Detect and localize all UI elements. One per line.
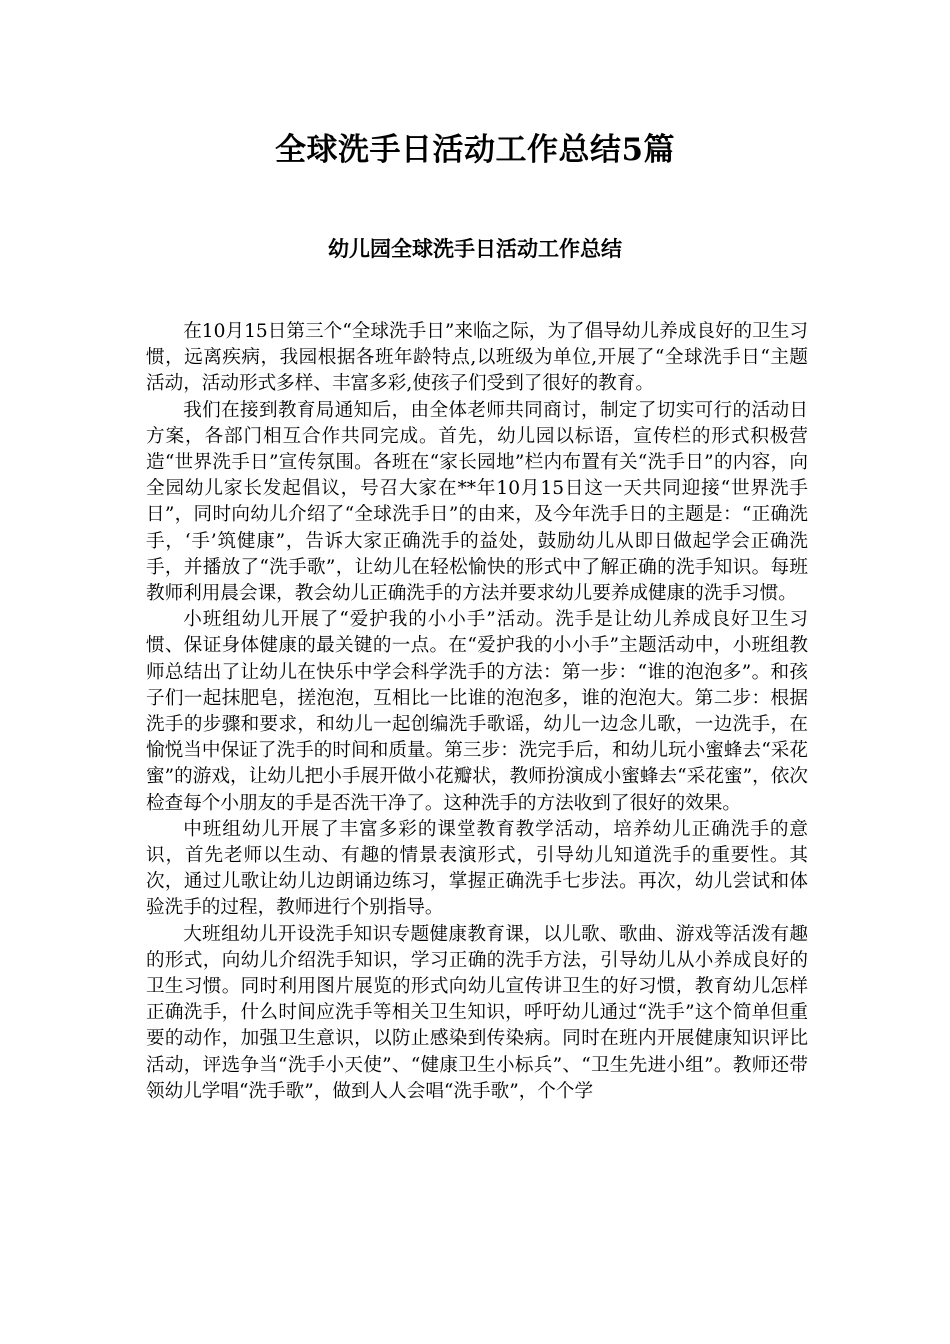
paragraph-large-class: 大班组幼儿开设洗手知识专题健康教育课，以儿歌、歌曲、游戏等活泼有趣的形式，向幼儿介绍洗手知识，学习正确的洗手方法，引导幼儿从小养成良好的卫生习惯。同时利用图片展览的形式向幼儿宣传讲卫生的好习惯，教育幼儿怎样正确洗手，什么时间应洗手等相关卫生知识，呼吁幼儿通过“洗手”这个简单但重要的动作，加强卫生意识，以防止感染到传染病。同时在班内开展健康知识评比活动，评选争当“洗手小天使”、“健康卫生小标兵”、“卫生先进小组”。教师还带领幼儿学唱“洗手歌”，做到人人会唱“洗手歌”，个个学 — [146, 923, 808, 1102]
document-body — [146, 319, 808, 1105]
paragraph-preparation: 我们在接到教育局通知后，由全体老师共同商讨，制定了切实可行的活动日方案，各部门相互合作共同完成。首先，幼儿园以标语，宣传栏的形式积极营造“世界洗手日”宣传氛围。各班在“家长园地”栏内布置有关“洗手日”的内容，向全园幼儿家长发起倡议，号召大家在**年10月15日这一天共同迎接“世界洗手日”，同时向幼儿介绍了“全球洗手日”的由来，及今年洗手日的主题是：“正确洗手，‘手’筑健康”，告诉大家正确洗手的益处，鼓励幼儿从即日做起学会正确洗手，并播放了“洗手歌”，让幼儿在轻松愉快的形式中了解正确的洗手知识。每班教师利用晨会课，教会幼儿正确洗手的方法并要求幼儿要养成健康的洗手习惯。 — [146, 399, 808, 605]
paragraph-small-class: 小班组幼儿开展了“爱护我的小小手”活动。洗手是让幼儿养成良好卫生习惯、保证身体健康的最关键的一点。在“爱护我的小小手”主题活动中，小班组教师总结出了让幼儿在快乐中学会科学洗手的方法：第一步：“谁的泡泡多”。和孩子们一起抹肥皂，搓泡泡，互相比一比谁的泡泡多，谁的泡泡大。第二步：根据洗手的步骤和要求，和幼儿一起创编洗手歌谣，幼儿一边念儿歌，一边洗手，在愉悦当中保证了洗手的时间和质量。第三步：洗完手后，和幼儿玩小蜜蜂去“采花蜜”的游戏，让幼儿把小手展开做小花瓣状，教师扮演成小蜜蜂去“采花蜜”，依次检查每个小朋友的手是否洗干净了。这种洗手的方法收到了很好的效果。 — [146, 609, 808, 814]
document-title: 全球洗手日活动工作总结5篇 — [274, 132, 676, 168]
document-subtitle: 幼儿园全球洗手日活动工作总结 — [328, 236, 622, 261]
paragraph-middle-class: 中班组幼儿开展了丰富多彩的课堂教育教学活动，培养幼儿正确洗手的意识，首先老师以生动、有趣的情景表演形式，引导幼儿知道洗手的重要性。其次，通过儿歌让幼儿边朗诵边练习，掌握正确洗手七步法。再次，幼儿尝试和体验洗手的过程，教师进行个别指导。 — [146, 818, 808, 919]
paragraph-intro: 在10月15日第三个“全球洗手日”来临之际，为了倡导幼儿养成良好的卫生习惯，远离疾病，我园根据各班年龄特点,以班级为单位,开展了“全球洗手日“主题活动，活动形式多样、丰富多彩,使孩子们受到了很好的教育。 — [146, 321, 808, 395]
